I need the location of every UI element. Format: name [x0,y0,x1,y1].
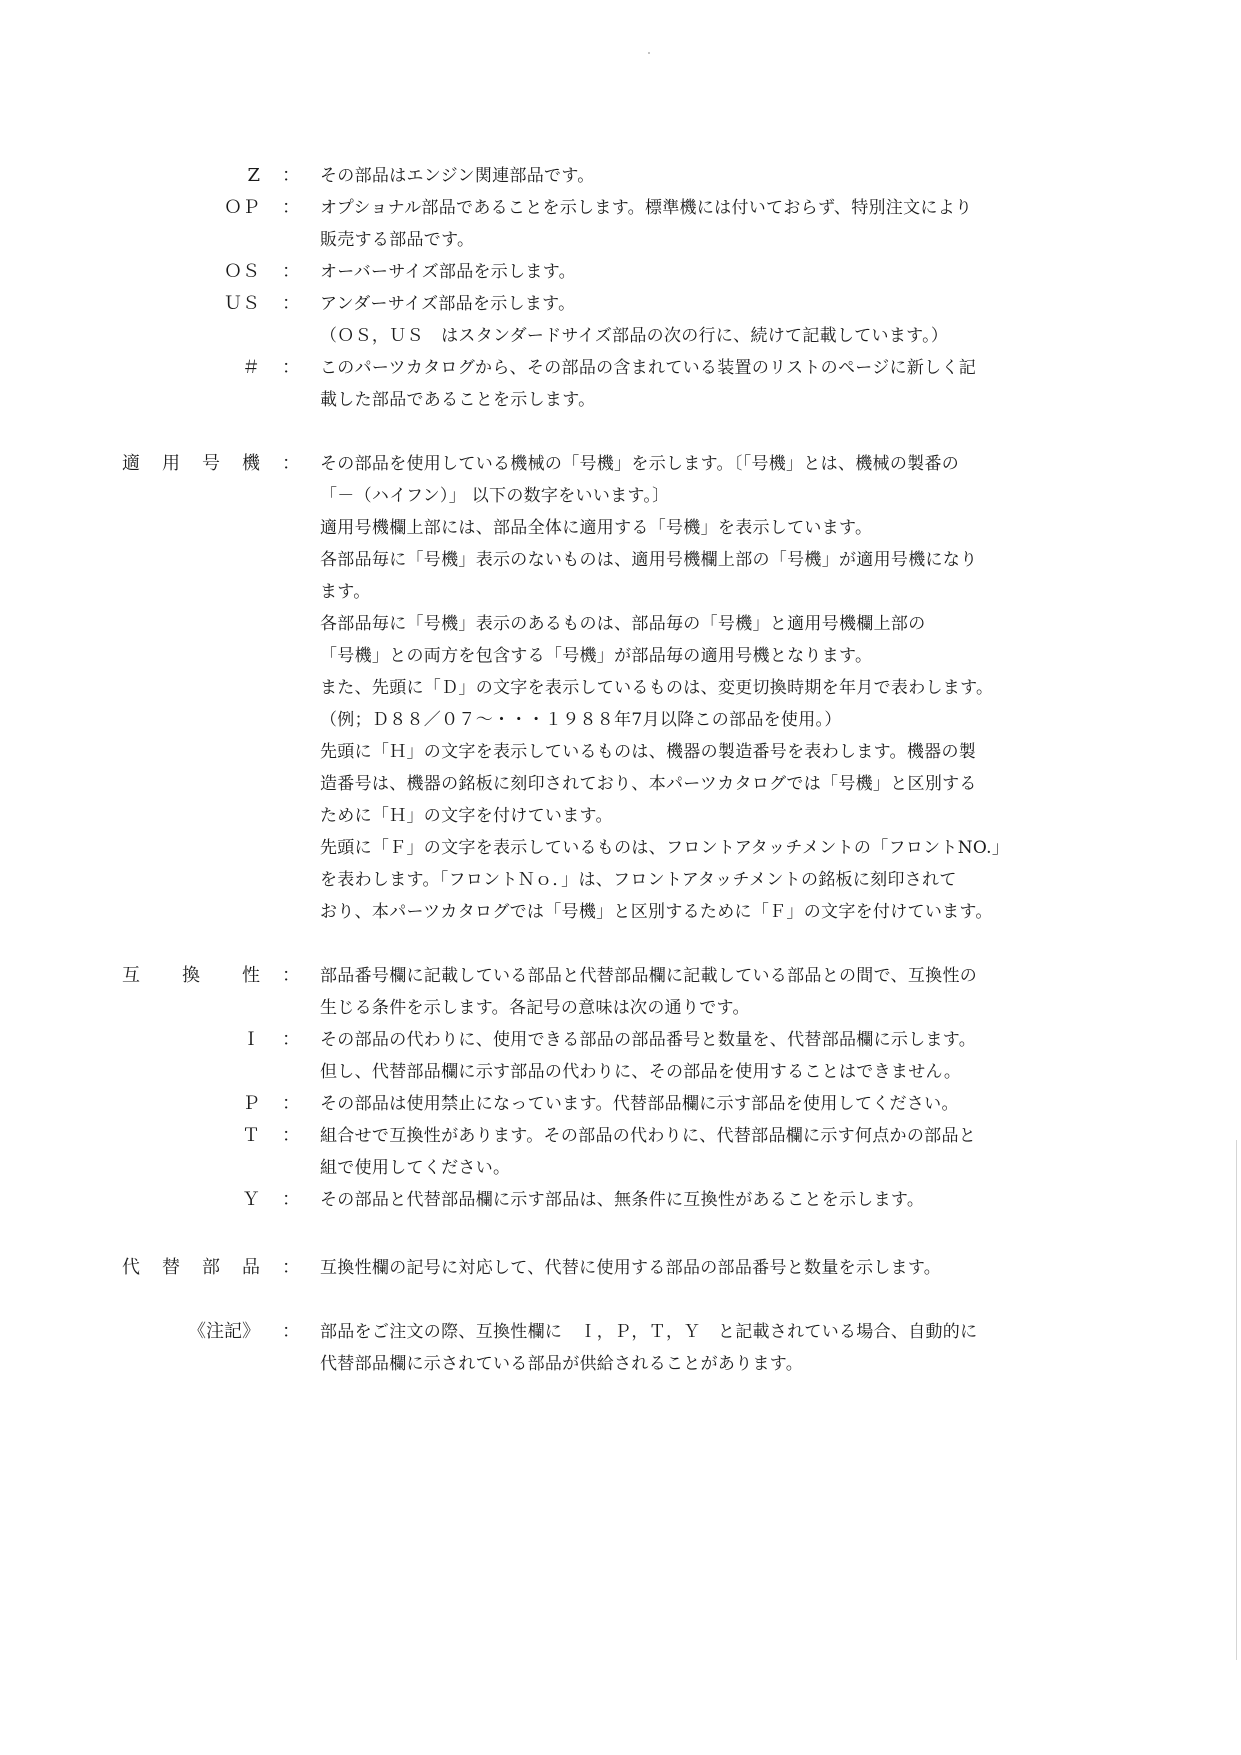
entry-label: Z [247,165,260,186]
text-line: ます。 [320,582,371,602]
text-line: また、先頭に「Ｄ」の文字を表示しているものは、変更切換時期を年月で表わします。 [320,678,994,698]
scan-mark [1236,1140,1237,1660]
text-line: 各部品毎に「号機」表示のないものは、適用号機欄上部の「号機」が適用号機になり [320,550,978,570]
text-line: アンダーサイズ部品を示します。 [320,294,576,314]
entry-colon: ： [282,197,300,218]
text-line: 先頭に「Ｆ」の文字を表示しているものは、フロントアタッチメントの「フロントNO.」 [320,838,1010,858]
scan-mark [648,52,650,54]
entry-colon: ： [282,357,300,378]
entry-label: 《注記》 [188,1321,260,1342]
entry-description [320,192,1100,256]
entry-colon: ： [282,1125,300,1146]
label-char: 互 [122,965,140,986]
text-line: その部品を使用している機械の「号機」を示します。〔「号機」とは、機械の製番の [320,454,960,474]
entry-colon: ： [282,1189,300,1210]
text-line: 各部品毎に「号機」表示のあるものは、部品毎の「号機」と適用号機欄上部の [320,614,926,634]
entry-colon: ： [282,453,300,474]
text-line: その部品の代わりに、使用できる部品の部品番号と数量を、代替部品欄に示します。 [320,1030,977,1050]
text-line: 生じる条件を示します。各記号の意味は次の通りです。 [320,998,750,1018]
label-char: 号 [202,453,220,474]
label-char: 代 [122,1257,140,1278]
entry-label: ＃ [242,357,260,378]
entry-label: Ｔ [242,1125,260,1146]
entry-description [320,1316,1100,1380]
entry-colon: ： [282,261,300,282]
text-line: このパーツカタログから、その部品の含まれている装置のリストのページに新しく記 [320,358,977,378]
entry-label: ＯＰ [224,197,260,218]
entry-description [320,256,1100,288]
entry-label: Ｉ [242,1029,260,1050]
text-line: 組で使用してください。 [320,1158,511,1178]
text-line: 代替部品欄に示されている部品が供給されることがあります。 [320,1354,804,1374]
text-line: 先頭に「Ｈ」の文字を表示しているものは、機器の製造番号を表わします。機器の製 [320,742,977,762]
entry-colon: ： [282,293,300,314]
text-line: その部品と代替部品欄に示す部品は、無条件に互換性があることを示します。 [320,1190,925,1210]
entry-description [320,1024,1100,1088]
text-line: 部品をご注文の際、互換性欄に Ｉ，Ｐ，Ｔ，Ｙ と記載されている場合、自動的に [320,1322,978,1342]
label-char: 部 [202,1257,220,1278]
label-char: 換 [182,965,200,986]
label-char: 替 [162,1257,180,1278]
entry-label [122,448,260,480]
entry-label: ＯＳ [224,261,260,282]
entry-label [122,960,260,992]
text-line: ために「Ｈ」の文字を付けています。 [320,806,613,826]
entry-colon: ： [282,1093,300,1114]
text-line: 組合せで互換性があります。その部品の代わりに、代替部品欄に示す何点かの部品と [320,1126,977,1146]
entry-description [320,160,1100,192]
text-line: その部品は使用禁止になっています。代替部品欄に示す部品を使用してください。 [320,1094,959,1114]
label-char: 機 [242,453,260,474]
label-char: 適 [122,453,140,474]
entry-colon: ： [282,965,300,986]
entry-colon: ： [282,1029,300,1050]
label-char: 用 [162,453,180,474]
text-line: （例；Ｄ８８／０７～・・・１９８８年7月以降この部品を使用。） [320,710,842,730]
text-line: おり、本パーツカタログでは「号機」と区別するために「Ｆ」の文字を付けています。 [320,902,993,922]
text-line: （ＯＳ，ＵＳ はスタンダードサイズ部品の次の行に、続けて記載しています。） [320,326,949,346]
entry-label: Ｙ [242,1189,260,1210]
entry-description [320,352,1100,416]
text-line: その部品はエンジン関連部品です。 [320,166,595,186]
entry-colon: ： [282,1321,300,1342]
entry-description [320,1120,1100,1184]
text-line: 適用号機欄上部には、部品全体に適用する「号機」を表示しています。 [320,518,873,538]
entry-label [122,1252,260,1284]
text-line: 部品番号欄に記載している部品と代替部品欄に記載している部品との間で、互換性の [320,966,978,986]
label-char: 品 [242,1257,260,1278]
entry-description [320,1088,1100,1120]
text-line: 造番号は、機器の銘板に刻印されており、本パーツカタログでは「号機」と区別する [320,774,977,794]
label-char: 性 [242,965,260,986]
entry-label: Ｐ [242,1093,260,1114]
entry-description [320,960,1100,1024]
entry-label: ＵＳ [224,293,260,314]
entry-colon: ： [282,165,300,186]
text-line: 但し、代替部品欄に示す部品の代わりに、その部品を使用することはできません。 [320,1062,962,1082]
text-line: 載した部品であることを示します。 [320,390,596,410]
entry-description [320,1184,1100,1216]
entry-description [320,448,1100,928]
text-line: 販売する部品です。 [320,230,475,250]
text-line: 「－（ハイフン）」 以下の数字をいいます。〕 [320,486,670,506]
text-line: を表わします。「フロントＮｏ．」は、フロントアタッチメントの銘板に刻印されて [320,870,957,890]
entry-description [320,1252,1100,1284]
text-line: オーバーサイズ部品を示します。 [320,262,576,282]
text-line: 「号機」との両方を包含する「号機」が部品毎の適用号機となります。 [320,646,873,666]
entry-colon: ： [282,1257,300,1278]
text-line: 互換性欄の記号に対応して、代替に使用する部品の部品番号と数量を示します。 [320,1258,942,1278]
entry-description [320,288,1100,352]
text-line: オプショナル部品であることを示します。標準機には付いておらず、特別注文により [320,198,973,218]
